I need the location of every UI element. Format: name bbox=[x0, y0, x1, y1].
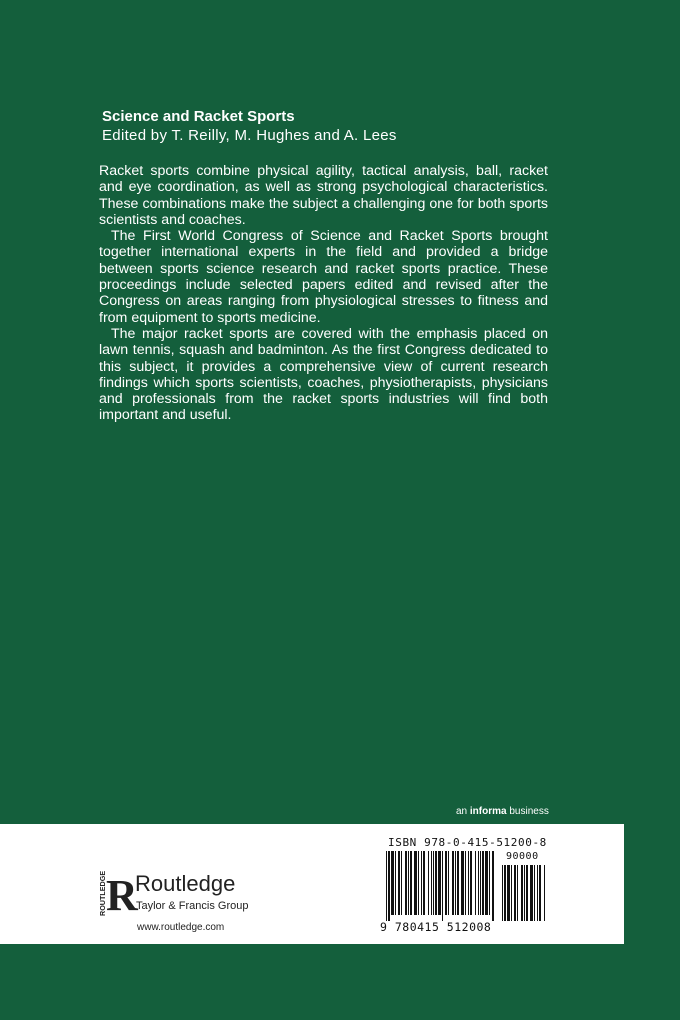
barcode-bar bbox=[410, 851, 412, 915]
barcode-bar bbox=[475, 851, 476, 915]
book-header bbox=[102, 108, 397, 146]
barcode-bar bbox=[468, 851, 469, 915]
logo-letter: R bbox=[106, 871, 138, 920]
barcode-bar bbox=[445, 851, 447, 915]
barcode-bar bbox=[418, 851, 419, 915]
publisher-band bbox=[0, 824, 624, 944]
barcode-bar bbox=[514, 865, 516, 921]
barcode-bar bbox=[423, 851, 425, 915]
barcode-bar bbox=[521, 865, 523, 921]
barcode-bar bbox=[470, 851, 472, 915]
barcode-bar bbox=[537, 865, 538, 921]
barcode-bar bbox=[482, 851, 484, 915]
barcode-bar bbox=[401, 851, 402, 915]
barcode-bar bbox=[511, 865, 512, 921]
barcode-bar bbox=[398, 851, 400, 915]
publisher-group: Taylor & Francis Group bbox=[136, 900, 249, 912]
barcode-bar bbox=[438, 851, 441, 915]
barcode-bar bbox=[388, 851, 390, 921]
description-paragraph-3: The major racket sports are covered with the emphasis placed on lawn tennis, squash and badminton. As the first Congress dedicated to this subject, it provides a comprehensive view of current research findings which sports scientists, coaches, physiotherapists, physicians and professionals from the racket sports industries will find both important and useful. bbox=[99, 325, 548, 424]
barcode-bar bbox=[480, 851, 481, 915]
routledge-logo-icon bbox=[97, 870, 138, 920]
tagline-suffix: business bbox=[506, 806, 549, 817]
barcode-bar bbox=[534, 865, 535, 921]
barcode-bar bbox=[461, 851, 464, 915]
barcode-bar bbox=[408, 851, 409, 915]
tagline-brand: informa bbox=[469, 806, 507, 817]
publisher-website: www.routledge.com bbox=[137, 922, 225, 933]
barcode-bar bbox=[431, 851, 432, 915]
barcode-bar bbox=[492, 851, 494, 921]
barcode-bar bbox=[524, 865, 525, 921]
barcode-bar bbox=[489, 851, 490, 915]
barcode-bar bbox=[405, 851, 407, 915]
barcode-bar bbox=[504, 865, 506, 921]
barcode-bar bbox=[530, 865, 533, 921]
barcode-bar bbox=[391, 851, 394, 915]
barcode-bar bbox=[452, 851, 454, 915]
publisher-name: Routledge bbox=[135, 871, 236, 896]
book-editors: Edited by T. Reilly, M. Hughes and A. Lees bbox=[102, 127, 397, 144]
barcode-bar bbox=[433, 851, 434, 915]
tagline-prefix: an bbox=[456, 806, 470, 817]
barcode-bar bbox=[502, 865, 503, 921]
barcode-bar bbox=[442, 851, 443, 921]
barcode-bar bbox=[507, 865, 510, 921]
barcode-ean-digits: 9 780415 512008 bbox=[380, 920, 492, 934]
barcode-bar bbox=[428, 851, 429, 915]
logo-vertical-text: ROUTLEDGE bbox=[98, 870, 107, 916]
barcode-bar bbox=[526, 865, 528, 921]
barcode-addon-digits: 90000 bbox=[506, 851, 539, 862]
barcode-bar bbox=[485, 851, 488, 915]
book-description bbox=[99, 163, 548, 424]
barcode-bar bbox=[421, 851, 422, 915]
barcode-bar bbox=[414, 851, 417, 915]
barcode-bar bbox=[544, 865, 545, 921]
barcode-bar bbox=[478, 851, 479, 915]
barcode-bar bbox=[395, 851, 396, 915]
barcode-bar bbox=[435, 851, 437, 915]
isbn-label: ISBN 978-0-415-51200-8 bbox=[388, 836, 547, 849]
barcode-main bbox=[385, 851, 497, 921]
barcode-bar bbox=[448, 851, 449, 915]
barcode-bar bbox=[457, 851, 459, 915]
book-title: Science and Racket Sports bbox=[102, 108, 295, 125]
description-paragraph-1: Racket sports combine physical agility, tactical analysis, ball, racket and eye coordination, as well as strong psychological characteristics. These combinations make the subject a challenging one for both sports scientists and coaches. bbox=[99, 163, 548, 228]
barcode-bar bbox=[517, 865, 518, 921]
informa-tagline bbox=[456, 806, 549, 817]
description-paragraph-2: The First World Congress of Science and Racket Sports brought together international experts in the field and provided a bridge between sports science research and racket sports practice. These proceedings include selected papers edited and revised after the Congress on areas ranging from physiological stresses to fitness and from equipment to sports medicine. bbox=[99, 228, 548, 326]
barcode-bar bbox=[386, 851, 387, 921]
barcode-bar bbox=[455, 851, 456, 915]
barcode-bar bbox=[465, 851, 466, 915]
barcode-bar bbox=[539, 865, 541, 921]
